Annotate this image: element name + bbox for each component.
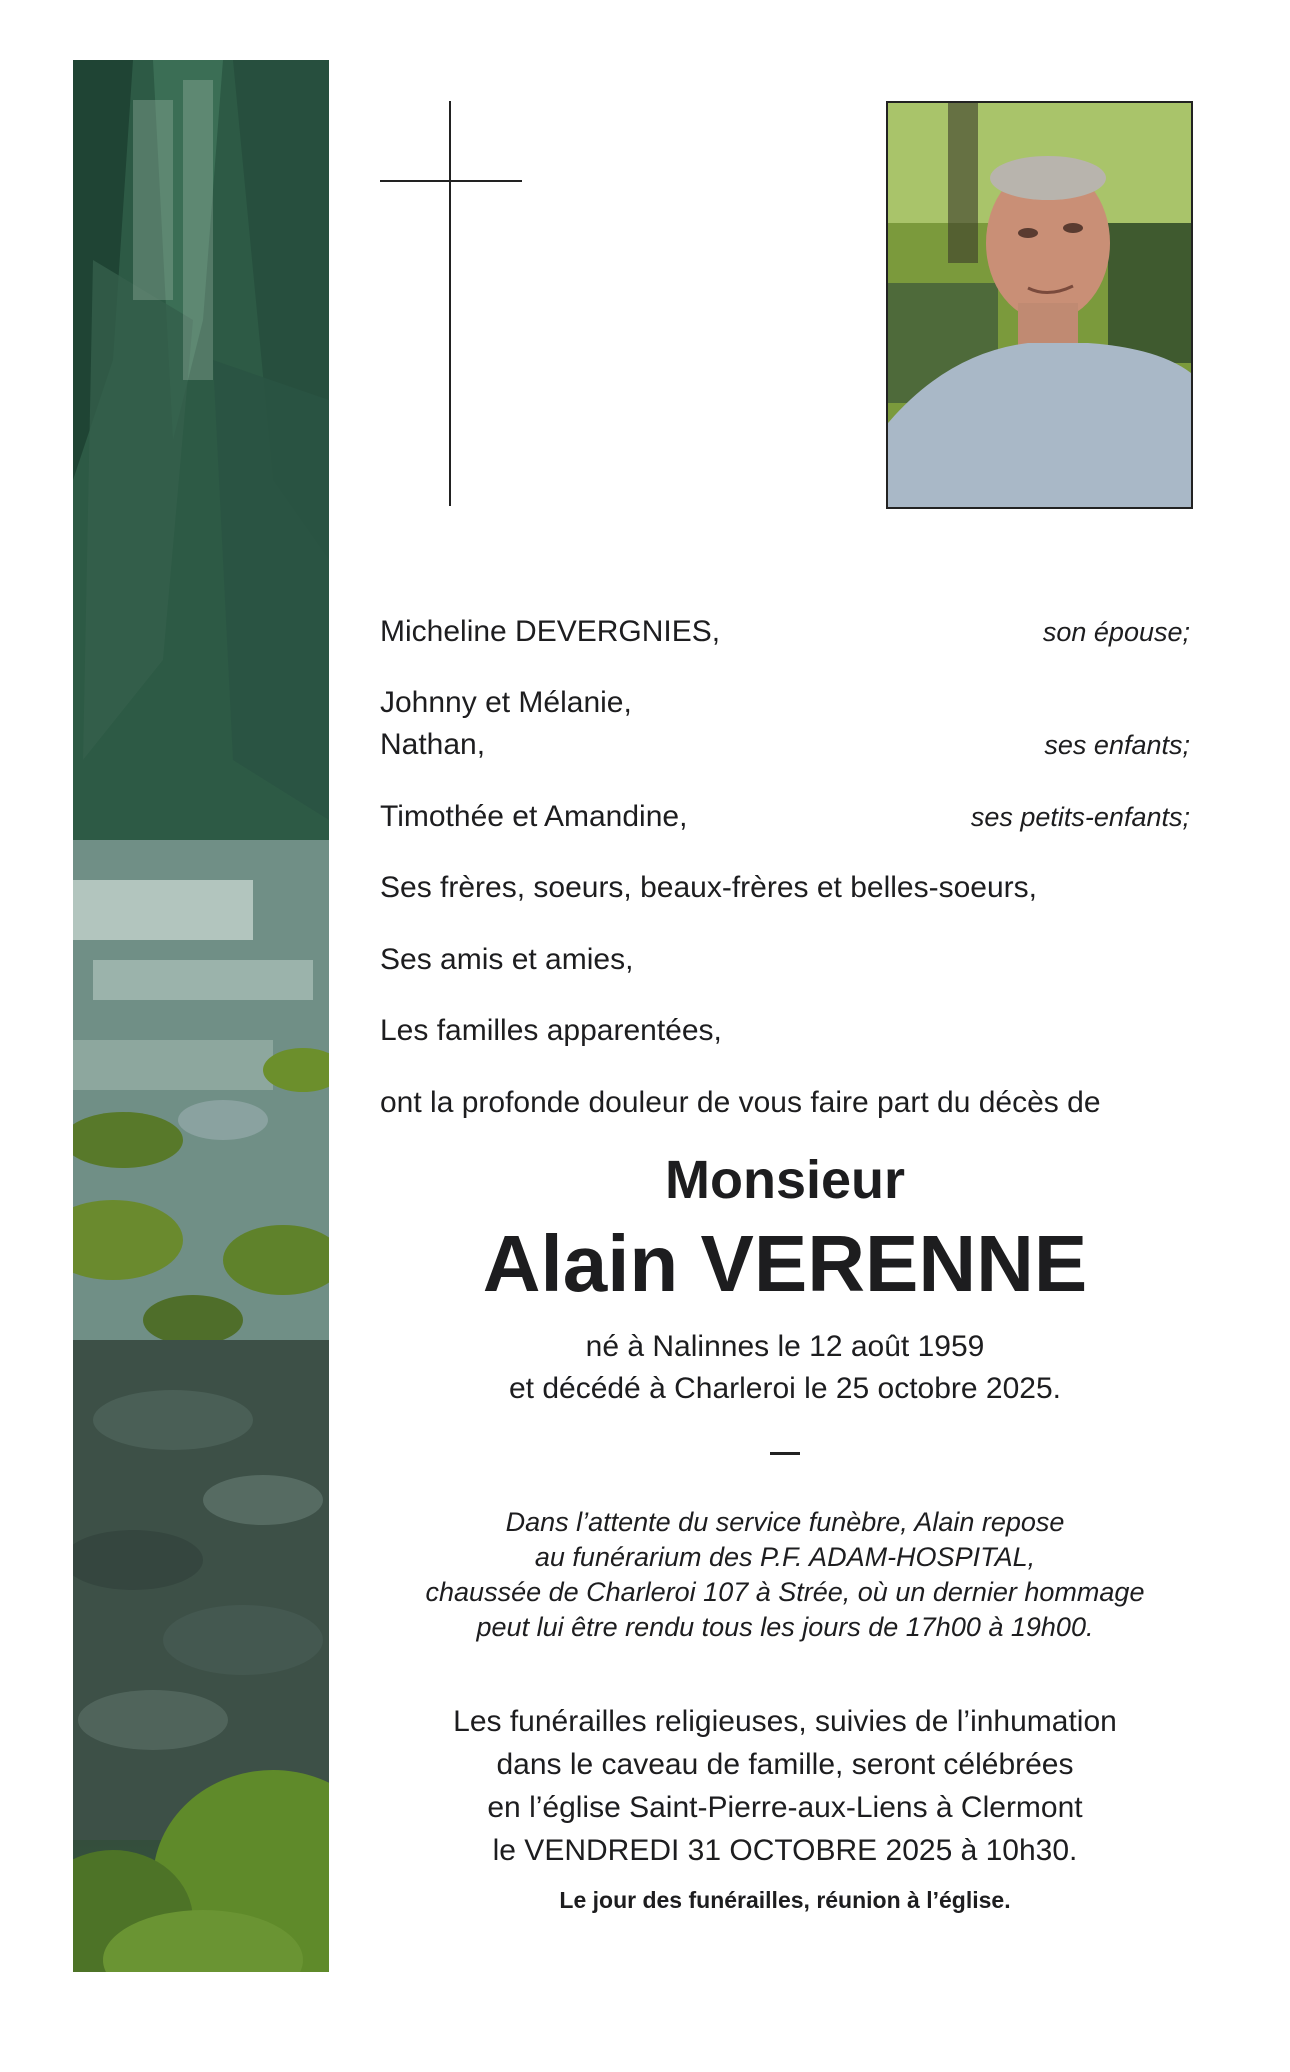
- family-line-grandchildren: Timothée et Amandine,: [380, 800, 688, 833]
- final-note: Le jour des funérailles, réunion à l’église.: [559, 1887, 1011, 1913]
- family-line-children-1: Johnny et Mélanie,: [380, 686, 632, 719]
- family-line-relatives: Les familles apparentées,: [380, 1014, 722, 1047]
- portrait-photo: [886, 101, 1193, 509]
- relation-spouse: son épouse;: [1042, 617, 1190, 647]
- separator-dash: [770, 1452, 800, 1455]
- family-line-children-2: Nathan,: [380, 728, 486, 761]
- forest-stream-image: [73, 60, 329, 1972]
- visitation-line-2: au funérarium des P.F. ADAM-HOSPITAL,: [534, 1542, 1036, 1572]
- visitation-line-4: peut lui être rendu tous les jours de 17h00 à 19h00.: [476, 1612, 1094, 1642]
- cross-icon-bar: [380, 180, 522, 182]
- death-info: et décédé à Charleroi le 25 octobre 2025.: [508, 1372, 1062, 1405]
- birth-info: né à Nalinnes le 12 août 1959: [585, 1330, 985, 1363]
- relation-children: ses enfants;: [1044, 730, 1190, 760]
- family-line-friends: Ses amis et amies,: [380, 943, 634, 976]
- visitation-line-3: chaussée de Charleroi 107 à Strée, où un dernier hommage: [425, 1577, 1145, 1607]
- cross-icon: [449, 101, 451, 506]
- funeral-line-3: en l’église Saint-Pierre-aux-Liens à Clermont: [487, 1791, 1083, 1824]
- visitation-line-1: Dans l’attente du service funèbre, Alain repose: [505, 1507, 1065, 1537]
- family-line-siblings: Ses frères, soeurs, beaux-frères et belles-soeurs,: [380, 871, 1037, 904]
- funeral-line-2: dans le caveau de famille, seront célébrées: [496, 1748, 1074, 1781]
- funeral-line-4: le VENDREDI 31 OCTOBRE 2025 à 10h30.: [492, 1834, 1078, 1867]
- deceased-name: Alain VERENNE: [482, 1219, 1088, 1308]
- funeral-line-1: Les funérailles religieuses, suivies de l’inhumation: [453, 1705, 1117, 1738]
- announcement-text: ont la profonde douleur de vous faire part du décès de: [380, 1086, 1101, 1119]
- deceased-title: Monsieur: [664, 1150, 906, 1210]
- family-line-spouse: Micheline DEVERGNIES,: [380, 615, 721, 648]
- relation-grandchildren: ses petits-enfants;: [970, 802, 1190, 832]
